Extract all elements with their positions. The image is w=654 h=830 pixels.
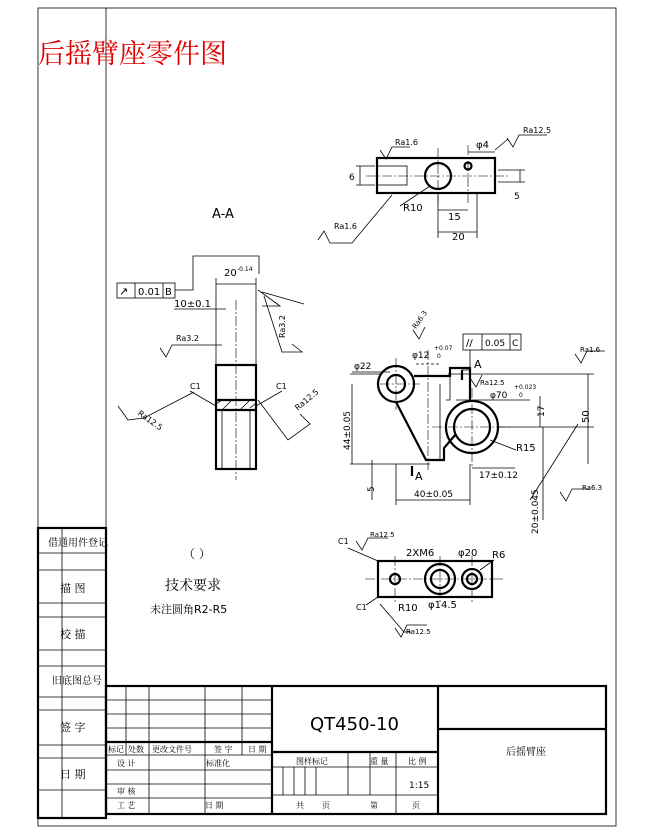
tb-process-date: 日 期 [205,801,224,810]
tol-frame-sym: ↗ [119,285,129,298]
ra-sec-125a: Ra12.5 [136,408,165,433]
c1-sec-b: C1 [276,382,287,391]
dim-bot-d20: φ20 [458,548,478,559]
dim-front-5: 5 [367,486,377,492]
par-frame-datum: C [512,339,519,349]
title-block [106,686,606,814]
side-row-old-number: 旧底图总号 [52,676,102,687]
tech-heading: 技术要求 [165,578,221,594]
tb-review: 审 核 [117,787,136,796]
dim-front-d70: φ70 [490,391,508,401]
ra-bot-125b: Ra12.5 [406,628,431,636]
side-row-date: 日 期 [60,768,86,781]
tb-pattern-mark: 图样标记 [296,757,328,766]
ra-top-a: Ra1.6 [395,138,419,147]
ra-top-b: Ra12.5 [523,126,552,135]
rev-h-mark: 标记 [108,745,124,754]
part-name: 后摇臂座 [506,747,546,758]
ra-bot-125a: Ra12.5 [370,531,395,539]
ra-front-125: Ra12.5 [480,379,505,387]
section-label: A-A [212,207,234,222]
dim-front-tol12: +0.07 [434,345,453,352]
dim-sec-tol: -0.14 [237,266,253,273]
tb-sheet: 第 [370,801,378,810]
tb-total: 共 [296,801,304,810]
dim-sec-10: 10±0.1 [174,299,212,310]
dim-front-d12: φ12 [412,351,430,361]
par-frame-value: 0.05 [485,339,506,349]
ra-front-63b: Ra6.3 [582,484,603,492]
section-mark-a-top: A [474,358,482,371]
top-view [318,126,551,243]
tb-weight: 重 量 [370,757,389,766]
dim-top-15: 15 [448,212,461,223]
dim-bot-r10: R10 [398,603,418,614]
section-view [117,207,321,480]
dim-bot-d145: φ14.5 [428,600,457,611]
technical-requirements [150,547,227,616]
dim-bot-r6: R6 [492,550,506,561]
c1-sec-a: C1 [190,382,201,391]
section-mark-a-bottom: A [415,470,423,483]
tb-design: 设 计 [117,759,136,768]
dim-front-d22: φ22 [354,362,372,372]
side-registration-table [38,528,108,818]
drawing-title: 后摇臂座零件图 [38,39,227,70]
dim-front-40: 40±0.05 [414,490,454,500]
ra-sec-32a: Ra3.2 [176,334,200,343]
front-view [343,309,605,534]
dim-front-17: 17 [537,405,547,417]
tb-page-a: 页 [322,801,330,810]
tb-process: 工 艺 [117,801,136,810]
tb-standard: 标准化 [206,759,230,768]
rev-h-file: 更改文件号 [152,745,192,754]
ra-sec-32b: Ra3.2 [278,314,287,338]
dim-front-50: 50 [581,410,592,423]
ra-front-16: Ra1.6 [580,346,601,354]
dim-top-r10: R10 [403,203,423,214]
side-row-trace: 描 图 [60,582,86,595]
dim-bot-xm6: 2XM6 [406,548,435,559]
side-row-sign: 签 字 [60,721,86,734]
dim-front-tol70b: 0 [519,392,523,399]
tech-bracket: （ ） [183,547,211,561]
rev-h-count: 处数 [128,745,144,754]
tb-scale-value: 1:15 [409,781,430,791]
c1-bot-b: C1 [356,603,367,612]
side-row-check: 校 描 [60,628,86,641]
dim-front-20h: 20±0.045 [531,489,541,534]
ra-sec-125b: Ra12.5 [293,387,321,413]
rev-h-date: 日 期 [248,745,267,754]
tech-note: 未注圆角R2-R5 [150,603,228,616]
dim-front-r15: R15 [516,443,536,454]
dim-top-5: 5 [514,192,520,202]
dim-front-tol70: +0.023 [514,384,537,391]
dim-front-tol12b: 0 [437,353,441,360]
bottom-view [338,531,505,637]
dim-front-44: 44±0.05 [343,410,353,450]
tb-page-b: 页 [412,801,420,810]
dim-sec-20: 20 [224,268,237,279]
tol-frame-value: 0.01 [138,287,161,298]
dim-top-6: 6 [349,173,355,183]
dim-front-17w: 17±0.12 [479,471,519,481]
side-row-borrow: 借通用件登记 [48,538,108,549]
dim-top-d4: φ4 [476,140,489,151]
material-label: QT450-10 [310,714,399,735]
tol-frame-datum: B [165,287,172,298]
rev-h-sign: 签 字 [214,745,233,754]
ra-top-c: Ra1.6 [334,222,358,231]
c1-bot-a: C1 [338,537,349,546]
ra-front-63a: Ra6.3 [410,309,430,331]
tb-scale: 比 例 [408,757,427,766]
dim-top-20: 20 [452,232,465,243]
par-frame-sym: // [466,338,473,349]
